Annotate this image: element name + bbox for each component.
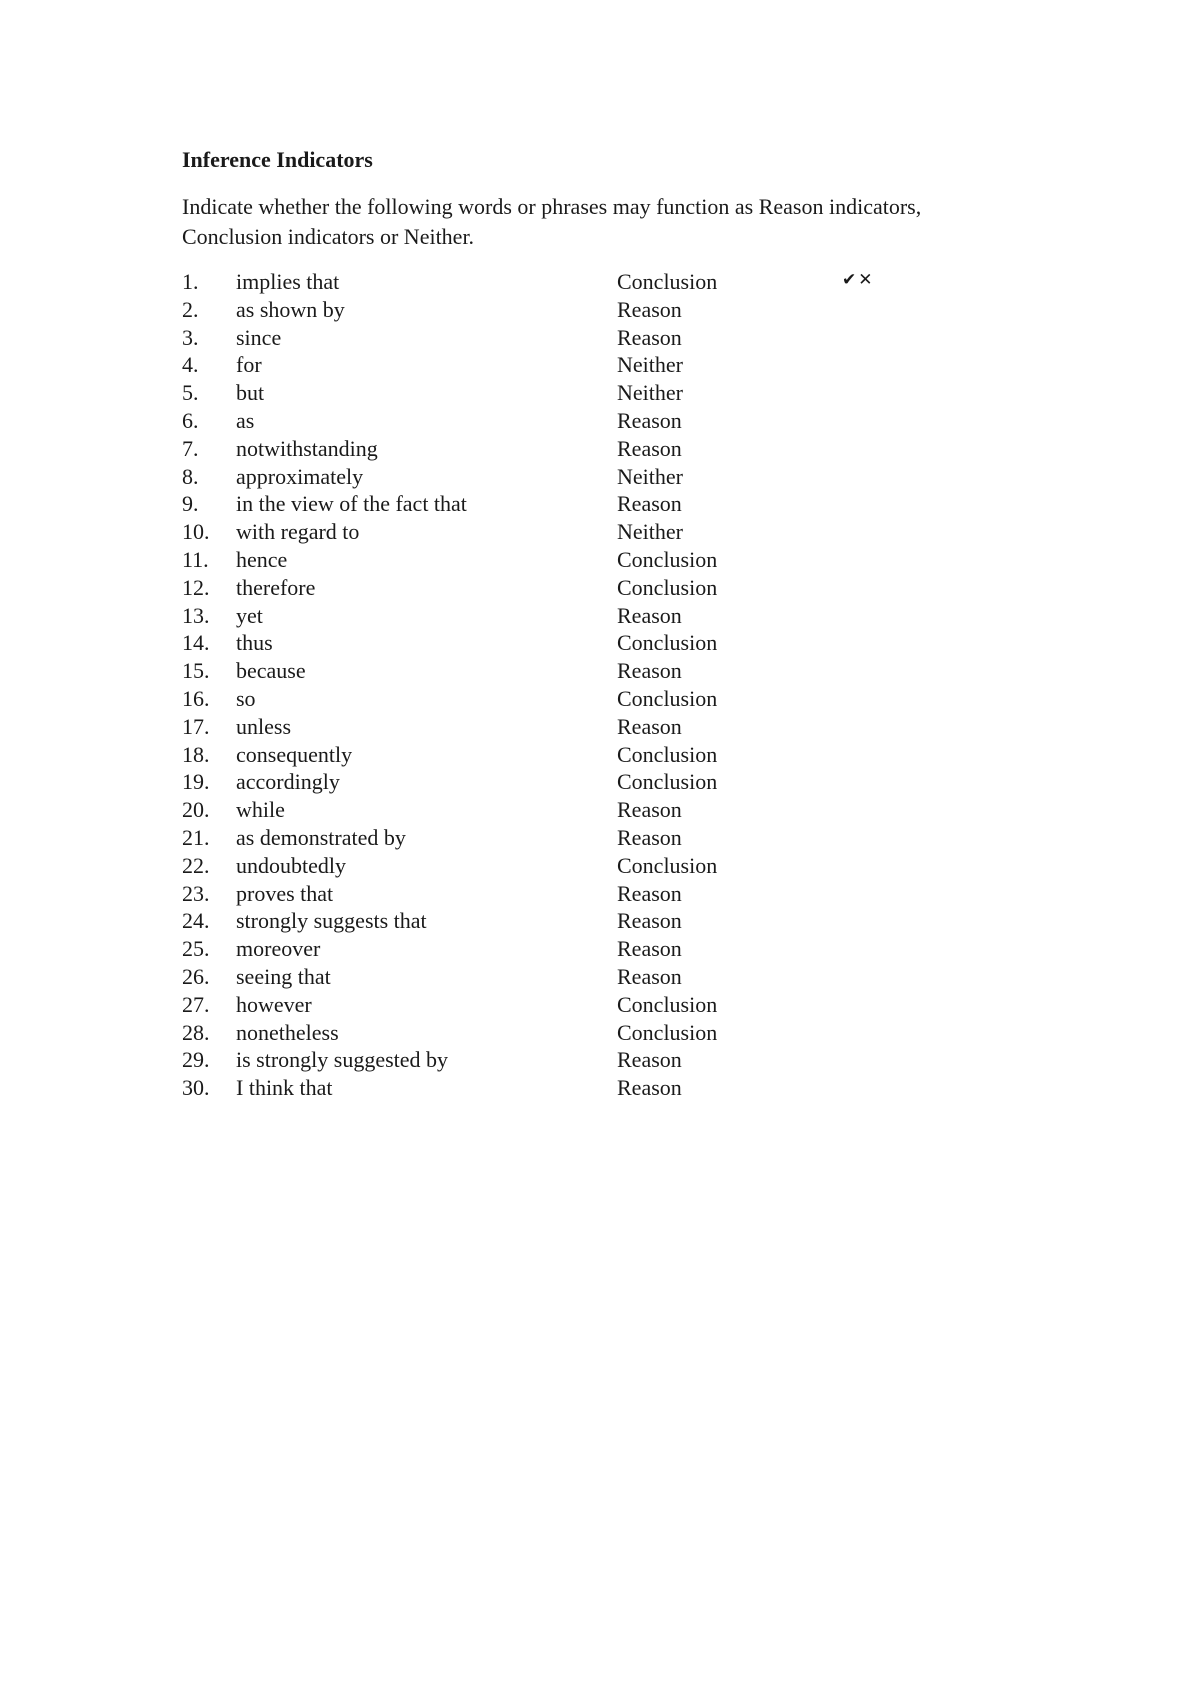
item-answer: Neither (617, 352, 683, 378)
item-answer: Conclusion (617, 1019, 718, 1045)
item-answer: Conclusion (617, 269, 718, 294)
list-item (182, 324, 942, 352)
list-item (182, 963, 942, 991)
item-term: while (236, 797, 285, 823)
list-item (182, 268, 942, 296)
item-answer: Reason (617, 880, 682, 906)
list-item (182, 880, 942, 908)
item-answer: Neither (617, 519, 683, 545)
item-term: proves that (236, 880, 334, 906)
indicator-list (182, 268, 942, 1102)
item-answer: Reason (617, 435, 682, 461)
list-item (182, 1046, 942, 1074)
check-mark-icon: ✔ (842, 270, 857, 290)
item-number: 30. (182, 1075, 210, 1101)
item-number: 24. (182, 908, 210, 934)
item-number: 3. (182, 324, 199, 350)
item-number: 7. (182, 435, 199, 461)
item-number: 9. (182, 491, 199, 517)
item-term: however (236, 991, 312, 1017)
item-answer: Conclusion (617, 852, 718, 878)
list-item (182, 935, 942, 963)
list-item (182, 490, 942, 518)
list-item (182, 685, 942, 713)
list-item (182, 435, 942, 463)
item-answer: Reason (617, 908, 682, 934)
item-answer: Reason (617, 324, 682, 350)
item-term: because (236, 658, 306, 684)
item-number: 16. (182, 685, 210, 711)
list-item (182, 741, 942, 769)
item-answer: Conclusion (617, 574, 718, 600)
item-term: strongly suggests that (236, 908, 427, 934)
item-term: implies that (236, 269, 340, 294)
page-title: Inference Indicators (182, 147, 373, 172)
item-term: hence (236, 546, 288, 572)
list-item (182, 546, 942, 574)
item-answer: Reason (617, 1047, 682, 1073)
list-item (182, 602, 942, 630)
item-number: 27. (182, 991, 210, 1017)
item-term: yet (236, 602, 263, 628)
item-answer: Reason (617, 963, 682, 989)
item-answer: Reason (617, 296, 682, 322)
item-term: but (236, 380, 265, 406)
item-answer: Reason (617, 797, 682, 823)
list-item (182, 463, 942, 491)
item-answer: Reason (617, 658, 682, 684)
item-answer: Conclusion (617, 741, 718, 767)
item-number: 1. (182, 269, 199, 294)
item-term: undoubtedly (236, 852, 346, 878)
item-term: unless (236, 713, 291, 739)
list-item (182, 296, 942, 324)
instructions-line: Indicate whether the following words or phrases may function as Reason indicators, (182, 194, 922, 219)
list-item (182, 657, 942, 685)
item-term: notwithstanding (236, 435, 378, 461)
list-item (182, 1019, 942, 1047)
item-number: 2. (182, 296, 199, 322)
list-item (182, 379, 942, 407)
item-term: as (236, 407, 255, 433)
item-number: 28. (182, 1019, 210, 1045)
list-item (182, 351, 942, 379)
item-number: 17. (182, 713, 210, 739)
item-number: 23. (182, 880, 210, 906)
item-answer: Reason (617, 602, 682, 628)
item-answer: Reason (617, 936, 682, 962)
item-term: as demonstrated by (236, 824, 406, 850)
item-answer: Conclusion (617, 546, 718, 572)
item-number: 10. (182, 519, 210, 545)
item-term: accordingly (236, 769, 340, 795)
item-number: 18. (182, 741, 210, 767)
item-number: 12. (182, 574, 210, 600)
item-answer: Reason (617, 407, 682, 433)
item-number: 19. (182, 769, 210, 795)
cross-mark-icon: ✕ (858, 270, 873, 290)
item-answer: Conclusion (617, 630, 718, 656)
item-answer: Reason (617, 1075, 682, 1101)
item-number: 8. (182, 463, 199, 489)
item-number: 29. (182, 1047, 210, 1073)
item-term: I think that (236, 1075, 333, 1101)
item-number: 22. (182, 852, 210, 878)
item-term: is strongly suggested by (236, 1047, 449, 1073)
item-answer: Conclusion (617, 991, 718, 1017)
list-item (182, 629, 942, 657)
list-item (182, 768, 942, 796)
item-term: with regard to (236, 519, 360, 545)
item-number: 11. (182, 546, 209, 572)
item-term: moreover (236, 936, 321, 962)
item-term: nonetheless (236, 1019, 339, 1045)
list-item (182, 713, 942, 741)
item-term: as shown by (236, 296, 345, 322)
item-term: so (236, 685, 256, 711)
item-term: consequently (236, 741, 353, 767)
item-answer: Reason (617, 824, 682, 850)
list-item (182, 907, 942, 935)
item-number: 5. (182, 380, 199, 406)
item-number: 25. (182, 936, 210, 962)
item-answer: Reason (617, 491, 682, 517)
item-term: thus (236, 630, 273, 656)
list-item (182, 1074, 942, 1102)
item-number: 21. (182, 824, 210, 850)
item-number: 14. (182, 630, 210, 656)
item-term: approximately (236, 463, 364, 489)
list-item (182, 796, 942, 824)
item-answer: Reason (617, 713, 682, 739)
item-number: 26. (182, 963, 210, 989)
instructions (182, 192, 1042, 252)
item-answer: Conclusion (617, 769, 718, 795)
instructions-line: Conclusion indicators or Neither. (182, 224, 475, 249)
item-answer: Neither (617, 380, 683, 406)
item-term: therefore (236, 574, 316, 600)
item-number: 4. (182, 352, 199, 378)
item-number: 15. (182, 658, 210, 684)
item-number: 6. (182, 407, 199, 433)
list-item (182, 407, 942, 435)
item-term: in the view of the fact that (236, 491, 467, 517)
list-item (182, 852, 942, 880)
item-number: 20. (182, 797, 210, 823)
item-answer: Neither (617, 463, 683, 489)
list-item (182, 824, 942, 852)
list-item (182, 574, 942, 602)
item-answer: Conclusion (617, 685, 718, 711)
list-item (182, 991, 942, 1019)
list-item (182, 518, 942, 546)
item-term: since (236, 324, 282, 350)
item-number: 13. (182, 602, 210, 628)
item-term: for (236, 352, 262, 378)
item-term: seeing that (236, 963, 331, 989)
